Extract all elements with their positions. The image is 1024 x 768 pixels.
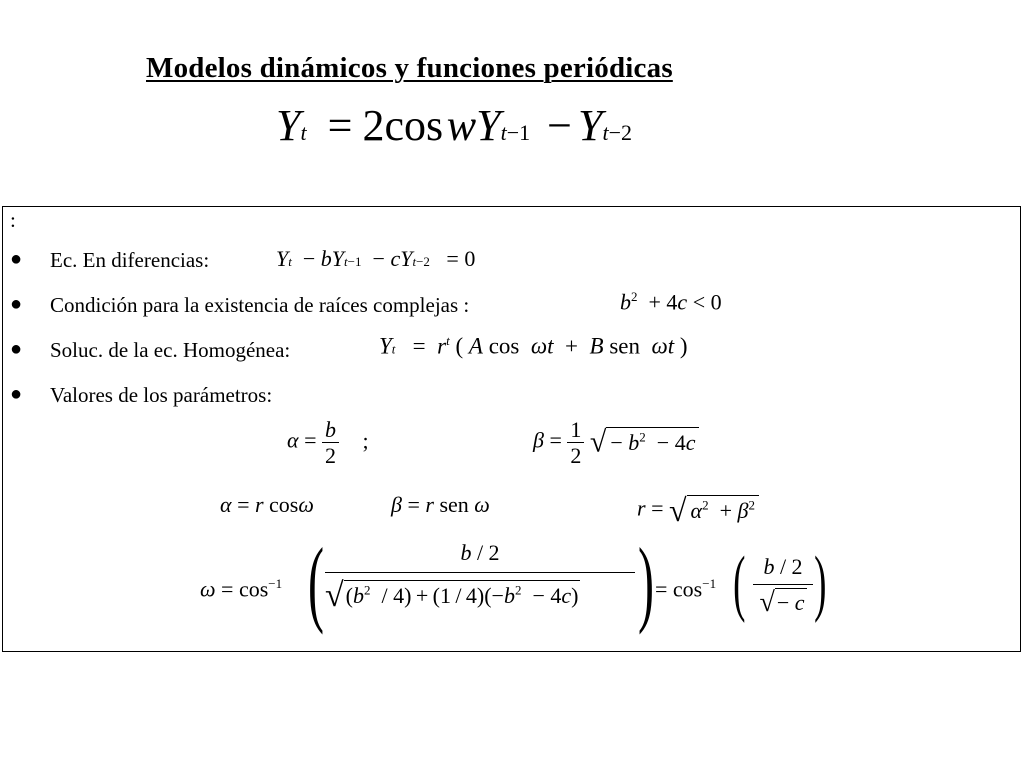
alpha-r-formula: α = r cosω <box>220 492 314 517</box>
bullet-label-1: Ec. En diferencias: <box>50 248 210 272</box>
bullet-icon: ● <box>10 248 23 270</box>
page-title: Modelos dinámicos y funciones periódicas <box>146 52 673 84</box>
r-formula: r = √ $\alpha^2 + \beta^2$ <box>637 492 759 529</box>
bullet-label-4: Valores de los parámetros: <box>50 383 273 407</box>
homogeneous-solution: $Yt = r^t$ ( A cos ωt + B sen ωt ) <box>379 333 688 359</box>
alpha-formula: α = $\frac{b}{2}$ ; <box>287 417 369 469</box>
colon-label: : <box>10 208 16 232</box>
bullet-icon: ● <box>10 293 23 315</box>
bullet-label-3: Soluc. de la ec. Homogénea: <box>50 338 291 362</box>
main-equation: Yt = 2cos wYt−1 − Yt−2 <box>276 101 632 150</box>
beta-formula: β = $\frac{1}{2}$ √ − $b^2 - 4c$ <box>533 418 699 467</box>
bullet-icon: ● <box>10 338 23 360</box>
bullet-icon: ● <box>10 383 23 405</box>
separator: ; <box>362 427 369 453</box>
difference-equation: Yt − bYt−1 − cYt−2 = 0 <box>276 246 476 271</box>
beta-r-formula: β = r sen ω <box>391 492 490 517</box>
complex-roots-condition: $b^2 + 4c < 0$ <box>620 289 722 315</box>
bullet-label-2: Condición para la existencia de raíces complejas : <box>50 293 470 317</box>
